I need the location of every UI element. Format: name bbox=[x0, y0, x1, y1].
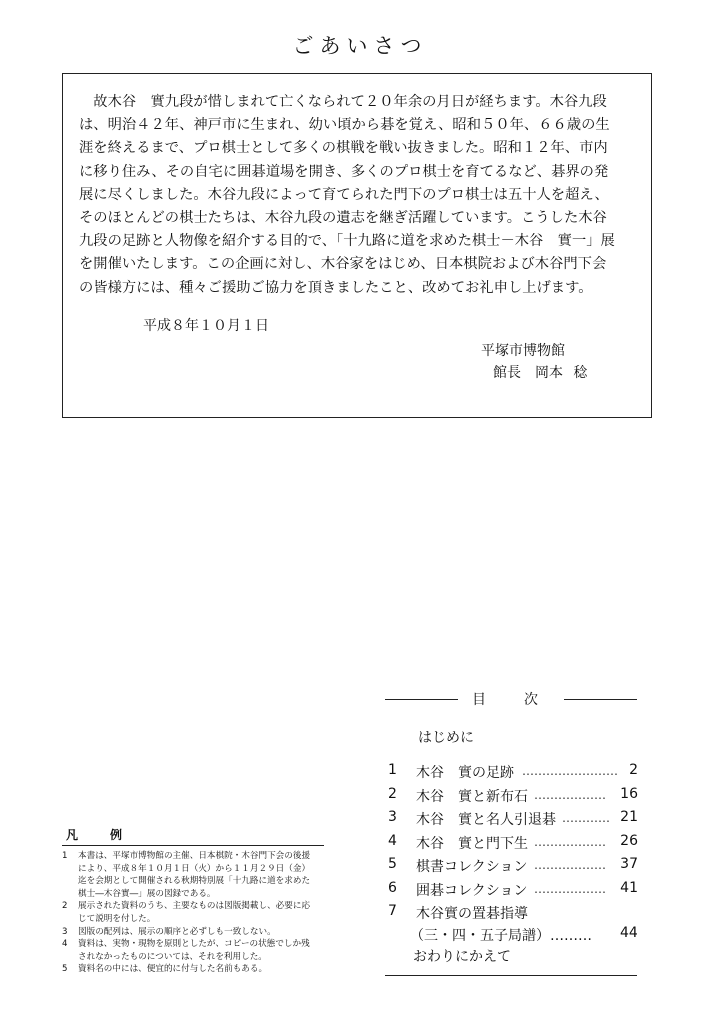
greeting-line: そのほとんどの棋士たちは、木谷九段の遺志を継ぎ活躍しています。こうした木谷 bbox=[79, 210, 607, 227]
note-item bbox=[62, 850, 332, 900]
toc-item bbox=[388, 880, 638, 904]
note-item bbox=[62, 900, 332, 925]
greeting-box bbox=[62, 73, 652, 418]
toc-item-page: 21 bbox=[620, 809, 638, 825]
toc-item-number: 5 bbox=[388, 856, 397, 872]
note-text bbox=[78, 926, 332, 939]
toc-item-dots: ……………… bbox=[534, 834, 606, 849]
toc-item-number: 3 bbox=[388, 809, 397, 825]
note-line: 展示された資料のうち、主要なものは図版掲載し、必要に応 bbox=[78, 901, 311, 912]
toc-item-dots: ……………… bbox=[534, 787, 606, 802]
toc-item-number: 2 bbox=[388, 785, 397, 802]
note-line: されなかったものについては、それを利用した。 bbox=[78, 951, 267, 962]
note-number: 1 bbox=[62, 851, 68, 861]
greeting-line: 展に尽くしました。木谷九段によって育てられた門下のプロ棋士は五十人を超え、 bbox=[79, 186, 609, 203]
toc-item bbox=[388, 833, 638, 857]
greeting-line: 涯を終えるまで、プロ棋士として多くの棋戦を戦い抜きました。昭和１２年、市内 bbox=[79, 140, 608, 157]
note-line: じて説明を付した。 bbox=[78, 913, 156, 924]
toc-item-number: 4 bbox=[388, 832, 397, 849]
note-text bbox=[78, 963, 332, 976]
toc-item-label: 木谷實の置碁指導 bbox=[416, 906, 528, 922]
toc-item-page: 37 bbox=[620, 856, 638, 872]
toc-item-dots: ………… bbox=[562, 811, 610, 825]
note-number: 2 bbox=[62, 901, 68, 912]
toc-header bbox=[385, 689, 637, 709]
organization-name: 平塚市博物館 bbox=[481, 343, 565, 359]
note-line: により、平成８年１０月１日（火）から１１月２９日（金） bbox=[78, 863, 311, 874]
notes-title: 凡 例 bbox=[66, 828, 133, 842]
greeting-line: の皆様方には、種々ご援助ご協力を頂きましたこと、改めてお礼申し上げます。 bbox=[79, 279, 593, 296]
toc-item-label: 木谷 實と名人引退碁 bbox=[416, 812, 556, 828]
toc-list bbox=[388, 762, 638, 927]
note-text bbox=[78, 938, 332, 963]
toc-item-dots: ……………… bbox=[534, 881, 606, 896]
toc-item bbox=[388, 903, 638, 927]
toc-item-label: 木谷 實と門下生 bbox=[416, 835, 528, 852]
toc-item-number: 7 bbox=[388, 903, 397, 919]
toc-rule-left bbox=[385, 699, 458, 700]
toc-item bbox=[388, 762, 638, 786]
toc-rule-right bbox=[564, 699, 637, 700]
greeting-line: を開催いたします。この企画に対し、木谷家をはじめ、日本棋院および木谷門下会 bbox=[79, 256, 607, 273]
greeting-date: 平成８年１０月１日 bbox=[143, 318, 269, 334]
note-item bbox=[62, 938, 332, 963]
toc-item-label: 木谷 實の足跡 bbox=[416, 765, 514, 781]
greeting-line: 九段の足跡と人物像を紹介する目的で、「十九路に道を求めた棋士－木谷 實一」展 bbox=[79, 233, 615, 250]
note-number: 3 bbox=[62, 926, 68, 937]
toc-item-page: 2 bbox=[629, 762, 638, 778]
toc-item-page: 16 bbox=[620, 785, 638, 802]
greeting-line: 故木谷 實九段が惜しまれて亡くなられて２０年余の月日が経ちます。木谷九段 bbox=[79, 94, 607, 110]
greeting-line: は、明治４２年、神戸市に生まれ、幼い頃から碁を覚え、昭和５０年、６６歳の生 bbox=[79, 117, 610, 134]
note-line: 迄を会期として開催される秋期特別展「十九路に道を求めた bbox=[78, 876, 311, 887]
toc-item-page: 26 bbox=[620, 832, 638, 849]
note-line: 図版の配列は、展示の順序と必ずしも一致しない。 bbox=[78, 926, 276, 937]
toc-item bbox=[388, 809, 638, 833]
note-number: 5 bbox=[62, 964, 68, 975]
toc-item-dots: ……………… bbox=[534, 858, 606, 872]
note-text bbox=[78, 850, 332, 900]
toc-intro: はじめに bbox=[418, 730, 474, 746]
toc-item-label: 棋書コレクション bbox=[416, 859, 528, 875]
toc-item bbox=[388, 786, 638, 810]
note-text bbox=[78, 900, 332, 925]
note-line: 本書は、平塚市博物館の主催、日本棋院・木谷門下会の後援 bbox=[78, 851, 311, 861]
toc-item-label: 木谷 實と新布石 bbox=[416, 788, 528, 805]
note-line: 資料名の中には、便宜的に付与した名前もある。 bbox=[78, 964, 268, 975]
toc-ending: おわりにかえて bbox=[413, 949, 511, 965]
note-line: 資料は、実物・現物を原則としたが、コピーの状態でしか残 bbox=[78, 939, 310, 950]
toc-item-page: 41 bbox=[620, 879, 638, 896]
toc-title: 目 次 bbox=[472, 692, 550, 708]
greeting-body bbox=[79, 91, 639, 300]
page-title: ごあいさつ bbox=[292, 34, 428, 58]
toc-bottom-rule bbox=[385, 975, 637, 976]
toc-item-label: 囲碁コレクション bbox=[416, 882, 528, 899]
greeting-line: に移り住み、その自宅に囲碁道場を開き、多くのプロ棋士を育てるなど、碁界の発 bbox=[79, 163, 609, 180]
director-name: 館長 岡本 稔 bbox=[493, 365, 588, 381]
note-item bbox=[62, 963, 332, 976]
notes-divider bbox=[62, 845, 324, 846]
toc-item bbox=[388, 856, 638, 880]
toc-item-dots: …………………… bbox=[522, 764, 618, 778]
toc-item-number: 1 bbox=[388, 762, 397, 778]
notes-list bbox=[62, 850, 332, 976]
note-line: 棋士―木谷實―」展の図録である。 bbox=[78, 888, 216, 899]
toc-sub-page: 44 bbox=[620, 925, 638, 941]
note-item bbox=[62, 926, 332, 939]
toc-sub-item: （三・四・五子局譜）……… bbox=[410, 928, 592, 944]
toc-item-number: 6 bbox=[388, 879, 397, 896]
note-number: 4 bbox=[62, 939, 68, 950]
